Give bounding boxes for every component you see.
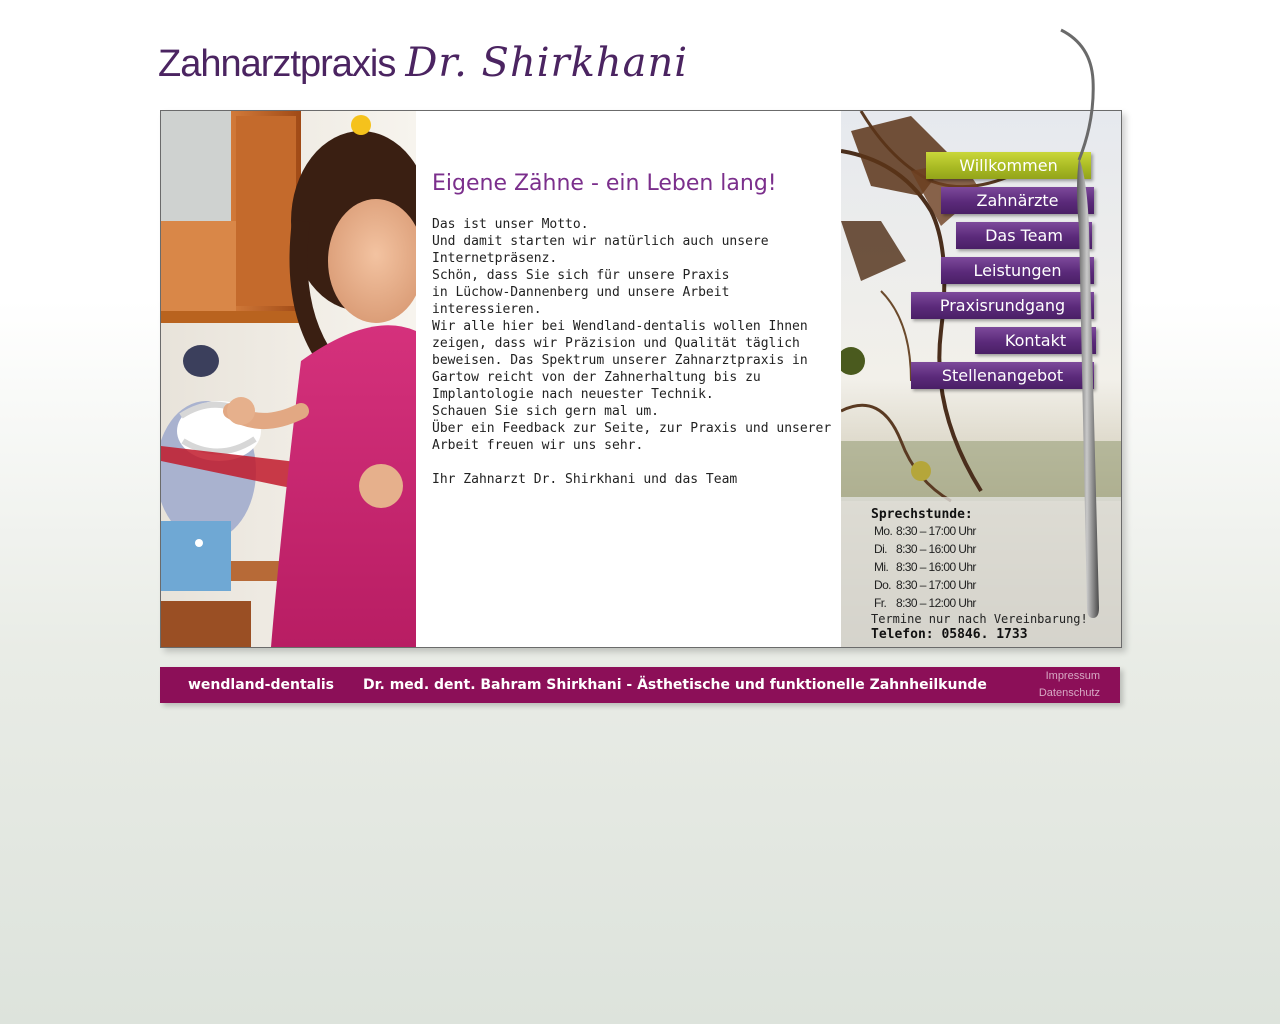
hours-row bbox=[874, 542, 976, 556]
hours-row bbox=[874, 524, 976, 538]
child-with-toy-illustration bbox=[161, 111, 416, 647]
nav-item-das-team[interactable]: Das Team bbox=[956, 222, 1092, 249]
hours-day: Mo. bbox=[874, 524, 893, 538]
hours-day: Mi. bbox=[874, 560, 889, 574]
nav-item-leistungen[interactable]: Leistungen bbox=[941, 257, 1094, 284]
footer-tagline: Dr. med. dent. Bahram Shirkhani - Ästhetische und funktionelle Zahnheilkunde bbox=[363, 677, 987, 693]
main-frame bbox=[160, 110, 1122, 648]
nav-item-praxisrundgang[interactable]: Praxisrundgang bbox=[911, 292, 1094, 319]
site-logo[interactable] bbox=[158, 40, 688, 96]
text-line: interessieren. bbox=[432, 302, 542, 317]
phone-number: Telefon: 05846. 1733 bbox=[871, 627, 1028, 642]
hours-time: 8:30 – 16:00 Uhr bbox=[896, 560, 976, 574]
text-line: Gartow reicht von der Zahnerhaltung bis zu bbox=[432, 370, 761, 385]
text-line: Internetpräsenz. bbox=[432, 251, 558, 266]
text-line: Arbeit freuen wir uns sehr. bbox=[432, 438, 644, 453]
welcome-content bbox=[432, 171, 832, 488]
text-line: in Lüchow-Dannenberg und unsere Arbeit bbox=[432, 285, 730, 300]
text-line: Implantologie nach neuester Technik. bbox=[432, 387, 714, 402]
text-line: Über ein Feedback zur Seite, zur Praxis und unserer bbox=[432, 421, 832, 436]
text-line: Und damit starten wir natürlich auch unsere bbox=[432, 234, 769, 249]
text-line: zeigen, dass wir Präzision und Qualität täglich bbox=[432, 336, 800, 351]
nav-item-zahnaerzte[interactable]: Zahnärzte bbox=[941, 187, 1094, 214]
text-line: Das ist unser Motto. bbox=[432, 217, 589, 232]
signature: Ihr Zahnarzt Dr. Shirkhani und das Team bbox=[432, 472, 738, 487]
footer-brand: wendland-dentalis bbox=[188, 677, 335, 693]
hours-time: 8:30 – 16:00 Uhr bbox=[896, 542, 976, 556]
text-line: Schauen Sie sich gern mal um. bbox=[432, 404, 659, 419]
appointment-note: Termine nur nach Vereinbarung! bbox=[871, 612, 1088, 626]
datenschutz-link[interactable]: Datenschutz bbox=[1038, 687, 1100, 699]
nav-item-willkommen[interactable]: Willkommen bbox=[926, 152, 1091, 179]
hours-row bbox=[874, 578, 976, 592]
hours-time: 8:30 – 12:00 Uhr bbox=[896, 596, 976, 610]
hours-time: 8:30 – 17:00 Uhr bbox=[896, 524, 976, 538]
logo-text: Zahnarztpraxis bbox=[158, 43, 396, 85]
hours-day: Fr. bbox=[874, 596, 887, 610]
hours-time: 8:30 – 17:00 Uhr bbox=[896, 578, 976, 592]
logo-name: Dr. Shirkhani bbox=[405, 40, 689, 86]
text-spacer bbox=[432, 454, 832, 471]
nav-item-stellenangebot[interactable]: Stellenangebot bbox=[911, 362, 1094, 389]
dental-probe-icon bbox=[1055, 28, 1115, 628]
footer-bar bbox=[160, 667, 1120, 703]
hours-row bbox=[874, 596, 976, 610]
hours-row bbox=[874, 560, 976, 574]
child-photo bbox=[161, 111, 416, 647]
hours-day: Do. bbox=[874, 578, 891, 592]
text-line: Schön, dass Sie sich für unsere Praxis bbox=[432, 268, 730, 283]
impressum-link[interactable]: Impressum bbox=[1045, 670, 1100, 682]
hours-title: Sprechstunde: bbox=[871, 507, 973, 522]
text-line: beweisen. Das Spektrum unserer Zahnarztpraxis in bbox=[432, 353, 808, 368]
nav-item-kontakt[interactable]: Kontakt bbox=[975, 327, 1096, 354]
text-line: Wir alle hier bei Wendland-dentalis wollen Ihnen bbox=[432, 319, 808, 334]
hours-day: Di. bbox=[874, 542, 887, 556]
page-title: Eigene Zähne - ein Leben lang! bbox=[432, 171, 777, 196]
